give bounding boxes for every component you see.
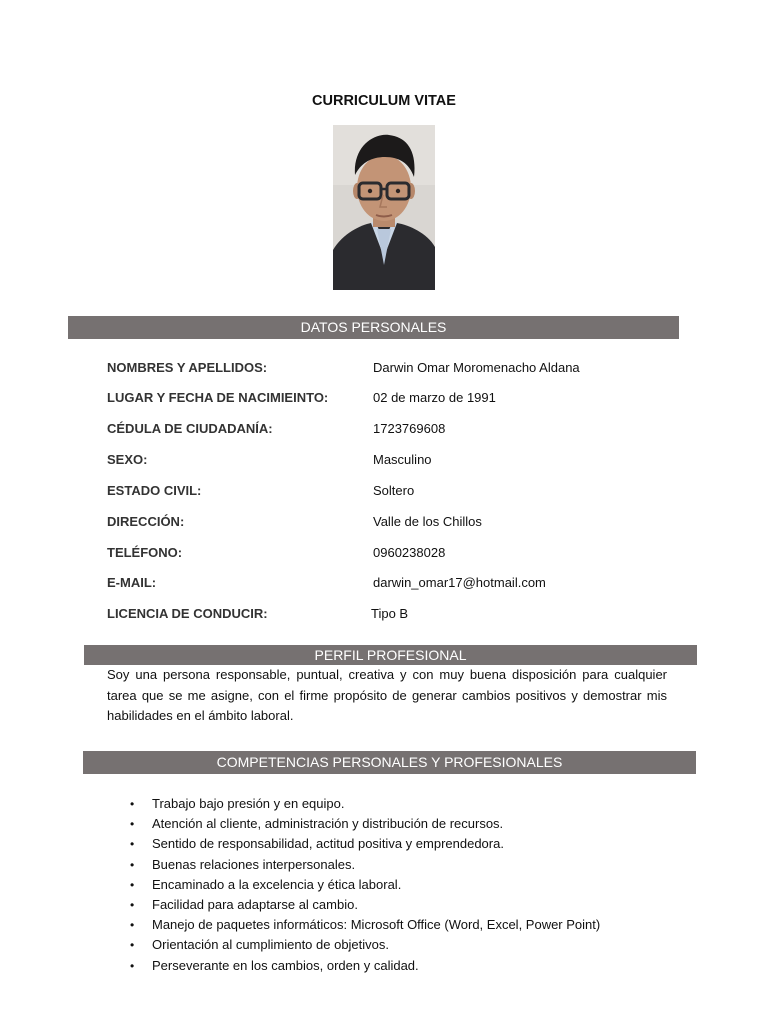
list-item [130, 834, 600, 854]
list-item [130, 956, 600, 976]
datos-row-telefono [107, 545, 707, 565]
list-item-text: Sentido de responsabilidad, actitud positiva y emprendedora. [152, 836, 504, 852]
list-item-text: Atención al cliente, administración y distribución de recursos. [152, 816, 504, 832]
field-label: DIRECCIÓN: [107, 514, 185, 529]
field-value: Tipo B [371, 606, 409, 621]
datos-row-cedula [107, 421, 707, 441]
portrait-photo [333, 125, 435, 290]
bullet-icon: • [130, 797, 135, 811]
list-item [130, 915, 600, 935]
bullet-icon: • [130, 897, 135, 912]
perfil-paragraph: Soy una persona responsable, puntual, creativa y con muy buena disposición para cualquier tarea que se me asigne, con el firme propósito de generar cambios positivos y demostrar mis habilidades en el ámbito laboral. [107, 667, 667, 723]
section-header-competencias: COMPETENCIAS PERSONALES Y PROFESIONALES [83, 751, 696, 774]
list-item-text: Encaminado a la excelencia y ética laboral. [152, 876, 402, 892]
bullet-icon: • [130, 918, 135, 933]
bullet-icon: • [130, 958, 135, 973]
list-item [130, 814, 600, 834]
datos-row-direccion [107, 514, 707, 534]
list-item [130, 895, 600, 915]
section-header-datos-personales: DATOS PERSONALES [68, 316, 679, 339]
list-item-text: Manejo de paquetes informáticos: Microsoft Office (Word, Excel, Power Point) [152, 917, 601, 933]
datos-row-nombres [107, 360, 707, 380]
field-label: E-MAIL: [107, 575, 157, 590]
list-item [130, 875, 600, 895]
field-value: 02 de marzo de 1991 [373, 390, 496, 405]
field-label: ESTADO CIVIL: [107, 483, 202, 498]
field-label: TELÉFONO: [107, 545, 183, 560]
datos-row-estado-civil [107, 483, 707, 503]
bullet-icon: • [130, 817, 135, 832]
list-item-text: Orientación al cumplimiento de objetivos. [152, 937, 390, 953]
field-label: LICENCIA DE CONDUCIR: [107, 606, 268, 621]
field-value: Soltero [373, 483, 415, 498]
list-item-text: Facilidad para adaptarse al cambio. [152, 896, 358, 912]
field-label: LUGAR Y FECHA DE NACIMIEINTO: [107, 390, 329, 405]
bullet-icon: • [130, 857, 135, 872]
field-value: Valle de los Chillos [373, 514, 482, 529]
field-value: 1723769608 [373, 421, 446, 436]
email-link[interactable]: darwin_omar17@hotmail.com [373, 575, 546, 590]
datos-row-email [107, 575, 707, 595]
field-label: SEXO: [107, 452, 148, 467]
section-header-perfil-profesional: PERFIL PROFESIONAL [84, 645, 697, 665]
list-item [130, 794, 600, 814]
bullet-icon: • [130, 877, 135, 892]
list-item-text: Perseverante en los cambios, orden y calidad. [152, 957, 419, 973]
list-item [130, 935, 600, 955]
datos-row-licencia [107, 606, 707, 626]
field-value: Masculino [373, 452, 432, 467]
list-item-text: Buenas relaciones interpersonales. [152, 856, 356, 872]
competencias-list [130, 794, 600, 976]
list-item [130, 855, 600, 875]
list-item-text: Trabajo bajo presión y en equipo. [152, 796, 345, 811]
datos-row-nacimiento [107, 390, 707, 410]
document-title: CURRICULUM VITAE [312, 93, 456, 109]
datos-row-sexo [107, 452, 707, 472]
bullet-icon: • [130, 837, 135, 852]
field-value: Darwin Omar Moromenacho Aldana [373, 360, 580, 375]
field-label: NOMBRES Y APELLIDOS: [107, 360, 268, 375]
field-label: CÉDULA DE CIUDADANÍA: [107, 421, 273, 436]
bullet-icon: • [130, 938, 135, 953]
field-value: 0960238028 [373, 545, 446, 560]
